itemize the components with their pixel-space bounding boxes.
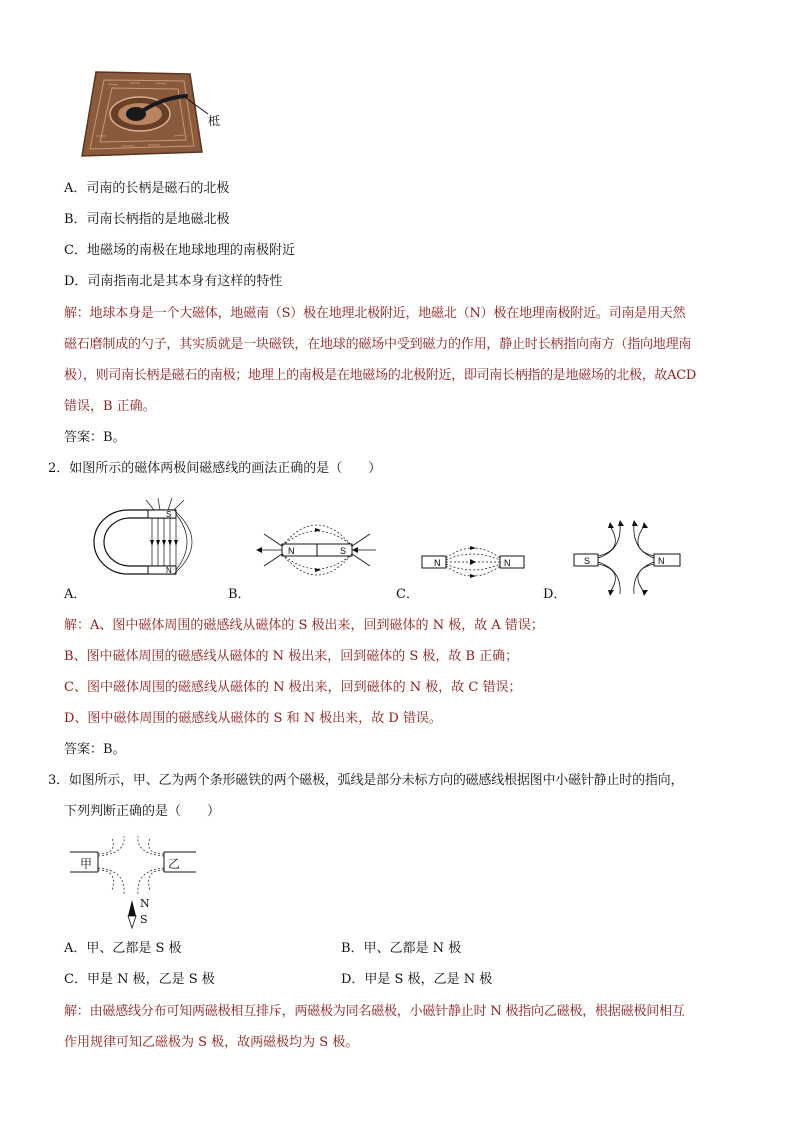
q1-option-b: B．司南长柄指的是地磁北极 (64, 212, 230, 227)
svg-text:N: N (658, 556, 665, 566)
q3-option-c: C．甲是 N 极，乙是 S 极 (64, 972, 215, 987)
q2-answer: 答案：B。 (64, 742, 126, 757)
q1-solution-line: 解：地球本身是一个大磁体，地磁南（S）极在地理北极附近，地磁北（N）极在地理南极附近。司南是用天然 (64, 306, 686, 321)
q3-figure (68, 836, 208, 932)
q3-option-b: B．甲、乙都是 N 极 (341, 941, 462, 956)
q3-magnet-left-label: 甲 (80, 857, 93, 871)
q3-magnet-right-label: 乙 (168, 857, 181, 871)
q2-option-letter-c: C． (396, 587, 419, 602)
q2-solution-line: 解：A、图中磁体周围的磁感线从磁体的 S 极出来，回到磁体的 N 极，故 A 错误； (64, 618, 544, 633)
q1-solution-line: 极），则司南长柄是磁石的南极；地理上的南极是在地磁场的北极附近，即司南长柄指的是地磁场的北极，故ACD (64, 368, 696, 383)
q1-option-c: C．地磁场的南极在地球地理的南极附近 (64, 243, 295, 258)
q3-stem-line: 3．如图所示，甲、乙为两个条形磁铁的两个磁极，弧线是部分未标方向的磁感线根据图中小磁针静止时的指向， (48, 773, 684, 788)
q2-option-letter-a: A． (64, 587, 87, 602)
svg-text:N: N (166, 566, 172, 575)
svg-text:S: S (340, 546, 347, 556)
q3-stem-line: 下列判断正确的是（ ） (64, 804, 221, 819)
q2-solution-line: B、图中磁体周围的磁感线从磁体的 N 极出来，回到磁体的 S 极，故 B 正确； (64, 649, 519, 664)
svg-text:N: N (288, 546, 295, 556)
q2-figure-a (88, 496, 218, 586)
q3-needle-n-label: N (140, 897, 150, 910)
q1-solution-line: 错误，B 正确。 (64, 399, 156, 414)
svg-text:S: S (584, 556, 591, 566)
sinan-handle-label: 柢 (208, 114, 221, 128)
q3-needle-s-label: S (140, 913, 148, 926)
q2-option-letter-d: D． (543, 587, 567, 602)
q2-solution-line: C、图中磁体周围的磁感线从磁体的 N 极出来，回到磁体的 N 极，故 C 错误； (64, 680, 522, 695)
q2-solution-line: D、图中磁体周围的磁感线从磁体的 S 和 N 极出来，故 D 错误。 (64, 711, 442, 726)
q2-figure-d (570, 520, 685, 596)
q3-solution-line: 解：由磁感线分布可知两磁极相互排斥，两磁极为同名磁极，小磁针静止时 N 极指向乙磁极，根据磁极间相互 (64, 1004, 685, 1019)
q1-option-d: D．司南指南北是其本身有这样的特性 (64, 274, 283, 289)
q3-option-d: D．甲是 S 极，乙是 N 极 (341, 972, 493, 987)
q1-solution-line: 磁石磨制成的勺子，其实质就是一块磁铁，在地球的磁场中受到磁力的作用，静止时长柄指向南方（指向地理南 (64, 337, 692, 352)
q2-figure-b (252, 506, 382, 592)
q2-figure-c (418, 530, 528, 590)
svg-text:N: N (504, 558, 511, 568)
q1-option-a: A．司南的长柄是磁石的北极 (64, 181, 230, 196)
q3-solution-line: 作用规律可知乙磁极为 S 极，故两磁极均为 S 极。 (64, 1035, 359, 1050)
sinan-figure (78, 66, 228, 162)
q2-stem: 2．如图所示的磁体两极间磁感线的画法正确的是（ ） (48, 461, 382, 476)
q2-option-letter-b: B． (228, 587, 251, 602)
q3-option-a: A．甲、乙都是 S 极 (64, 941, 182, 956)
svg-text:N: N (434, 558, 441, 568)
svg-text:S: S (166, 510, 172, 519)
q1-answer: 答案：B。 (64, 430, 126, 445)
